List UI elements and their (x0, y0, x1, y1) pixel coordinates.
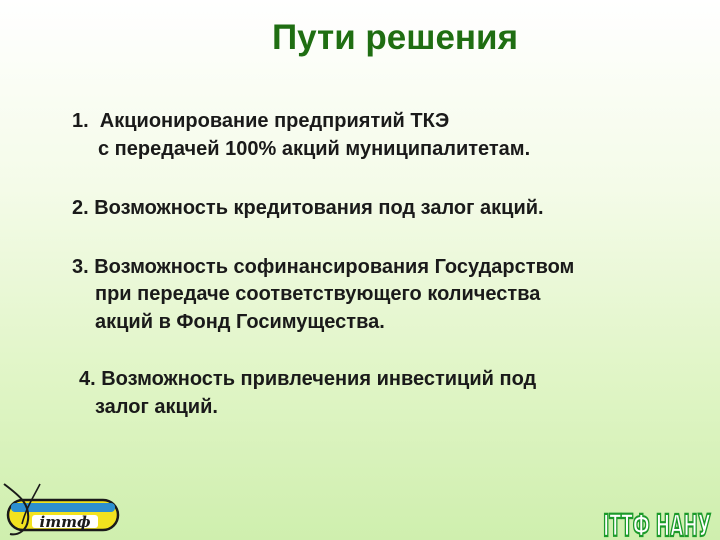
solution-item-1-line-1: 1. Акционирование предприятий ТКЭ (72, 110, 450, 132)
slide-title: Пути решения (272, 18, 518, 57)
solution-item-4-line-1: 4. Возможность привлечения инвестиций под (79, 368, 537, 390)
ittf-logo (0, 482, 132, 540)
solution-item-3-line-1: 3. Возможность софинансирования Государством (72, 256, 575, 278)
solution-item-3-line-3: акций в Фонд Госимущества. (95, 311, 385, 333)
ittf-nanu-logo-text: ІТТФ НАНУ (603, 509, 711, 540)
ittf-logo-text: іттф (39, 513, 91, 531)
solution-item-1-line-2: с передачей 100% акций муниципалитетам. (98, 138, 531, 160)
ittf-nanu-logo (600, 486, 714, 540)
solution-item-4-line-2: залог акций. (95, 396, 218, 418)
solution-item-2-line-1: 2. Возможность кредитования под залог акций. (72, 197, 544, 219)
solution-item-3-line-2: при передаче соответствующего количества (95, 283, 541, 305)
